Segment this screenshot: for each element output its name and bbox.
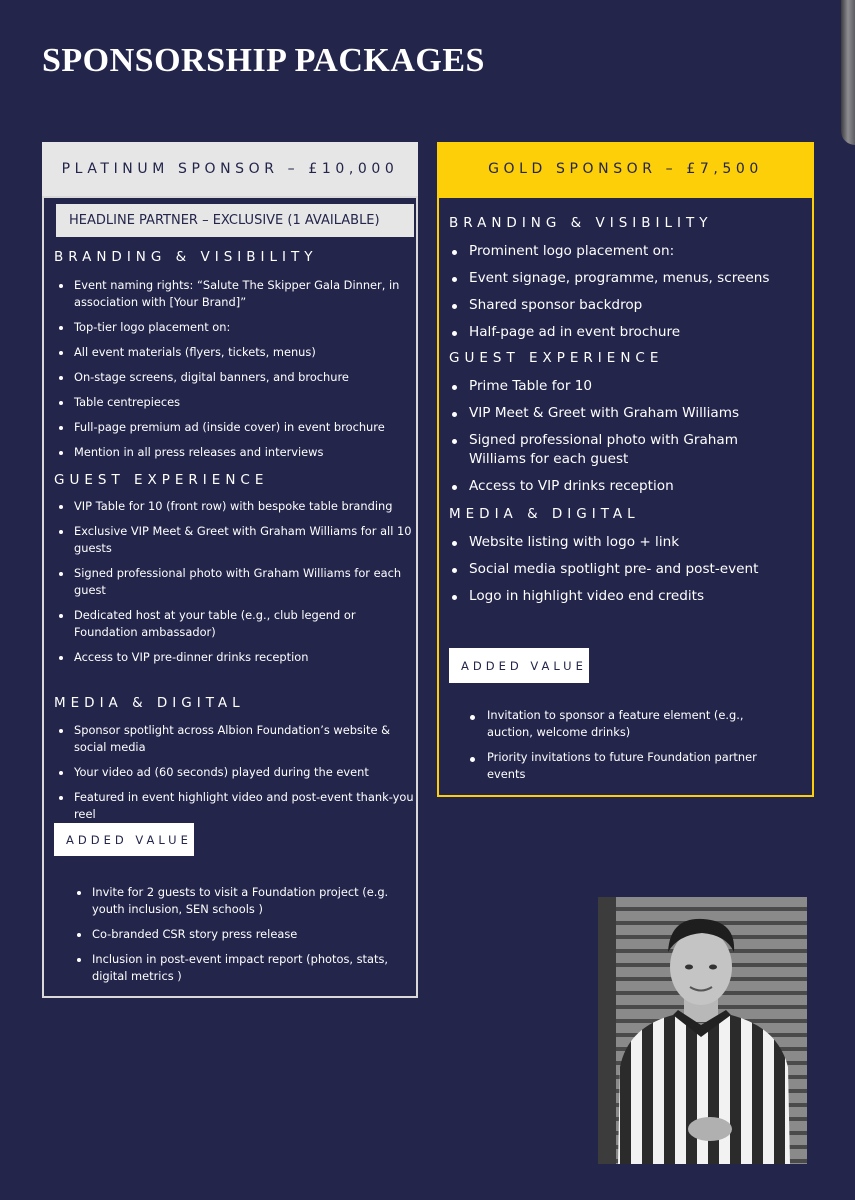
gold-header: GOLD SPONSOR – £7,500	[437, 142, 814, 196]
platinum-media-title: MEDIA & DIGITAL	[54, 695, 245, 711]
list-item: Prime Table for 10	[469, 377, 799, 396]
list-item: Sponsor spotlight across Albion Foundation’s website & social media	[74, 722, 414, 756]
list-item: Priority invitations to future Foundation partner events	[487, 749, 787, 783]
list-item: Full-page premium ad (inside cover) in event brochure	[74, 419, 414, 436]
platinum-card	[42, 196, 418, 998]
list-item: Event signage, programme, menus, screens	[469, 269, 799, 288]
list-item: Invite for 2 guests to visit a Foundation project (e.g. youth inclusion, SEN schools )	[92, 884, 407, 918]
headline-partner-label: HEADLINE PARTNER – EXCLUSIVE (1 AVAILABLE)	[56, 204, 414, 237]
platinum-added-value-label: ADDED VALUE	[54, 823, 194, 856]
gold-media-list	[469, 533, 799, 614]
list-item: Signed professional photo with Graham Williams for each guest	[74, 565, 414, 599]
list-item: VIP Table for 10 (front row) with bespoke table branding	[74, 498, 414, 515]
list-item: VIP Meet & Greet with Graham Williams	[469, 404, 799, 423]
list-item: Mention in all press releases and interviews	[74, 444, 414, 461]
list-item: All event materials (flyers, tickets, menus)	[74, 344, 414, 361]
list-item: Inclusion in post-event impact report (photos, stats, digital metrics )	[92, 951, 407, 985]
list-item: Your video ad (60 seconds) played during the event	[74, 764, 414, 781]
list-item: Signed professional photo with Graham Williams for each guest	[469, 431, 799, 469]
platinum-media-list	[74, 722, 414, 831]
platinum-guest-list	[74, 498, 414, 674]
list-item: Prominent logo placement on:	[469, 242, 799, 261]
list-item: Website listing with logo + link	[469, 533, 799, 552]
list-item: On-stage screens, digital banners, and brochure	[74, 369, 414, 386]
list-item: Shared sponsor backdrop	[469, 296, 799, 315]
list-item: Dedicated host at your table (e.g., club legend or Foundation ambassador)	[74, 607, 414, 641]
page-title: SPONSORSHIP PACKAGES	[42, 42, 485, 79]
gold-media-title: MEDIA & DIGITAL	[449, 506, 640, 522]
list-item: Co-branded CSR story press release	[92, 926, 407, 943]
list-item: Invitation to sponsor a feature element (e.g., auction, welcome drinks)	[487, 707, 787, 741]
gold-added-value-label: ADDED VALUE	[449, 648, 589, 683]
platinum-branding-list	[74, 277, 414, 469]
list-item: Featured in event highlight video and post-event thank-you reel	[74, 790, 414, 821]
list-item: Logo in highlight video end credits	[469, 587, 799, 606]
gold-guest-title: GUEST EXPERIENCE	[449, 350, 664, 366]
footballer-photo	[598, 897, 807, 1164]
list-item: Top-tier logo placement on:	[74, 319, 414, 336]
gold-branding-list	[469, 242, 799, 350]
list-item: Access to VIP drinks reception	[469, 477, 799, 496]
list-item: Exclusive VIP Meet & Greet with Graham Williams for all 10 guests	[74, 523, 414, 557]
list-item: Access to VIP pre-dinner drinks reception	[74, 649, 414, 666]
platinum-branding-title: BRANDING & VISIBILITY	[54, 249, 318, 265]
footballer-photo-illustration	[598, 897, 807, 1164]
list-item: Table centrepieces	[74, 394, 414, 411]
gold-card	[437, 196, 814, 797]
list-item: Social media spotlight pre- and post-event	[469, 560, 799, 579]
gold-added-list	[487, 707, 787, 791]
platinum-added-list	[92, 884, 407, 993]
gold-branding-title: BRANDING & VISIBILITY	[449, 215, 713, 231]
platinum-header: PLATINUM SPONSOR – £10,000	[42, 142, 418, 196]
platinum-guest-title: GUEST EXPERIENCE	[54, 472, 269, 488]
gold-guest-list	[469, 377, 799, 504]
list-item: Event naming rights: “Salute The Skipper Gala Dinner, in association with [Your Brand]”	[74, 277, 414, 311]
list-item: Half-page ad in event brochure	[469, 323, 799, 342]
edge-photo-fragment	[841, 0, 855, 145]
